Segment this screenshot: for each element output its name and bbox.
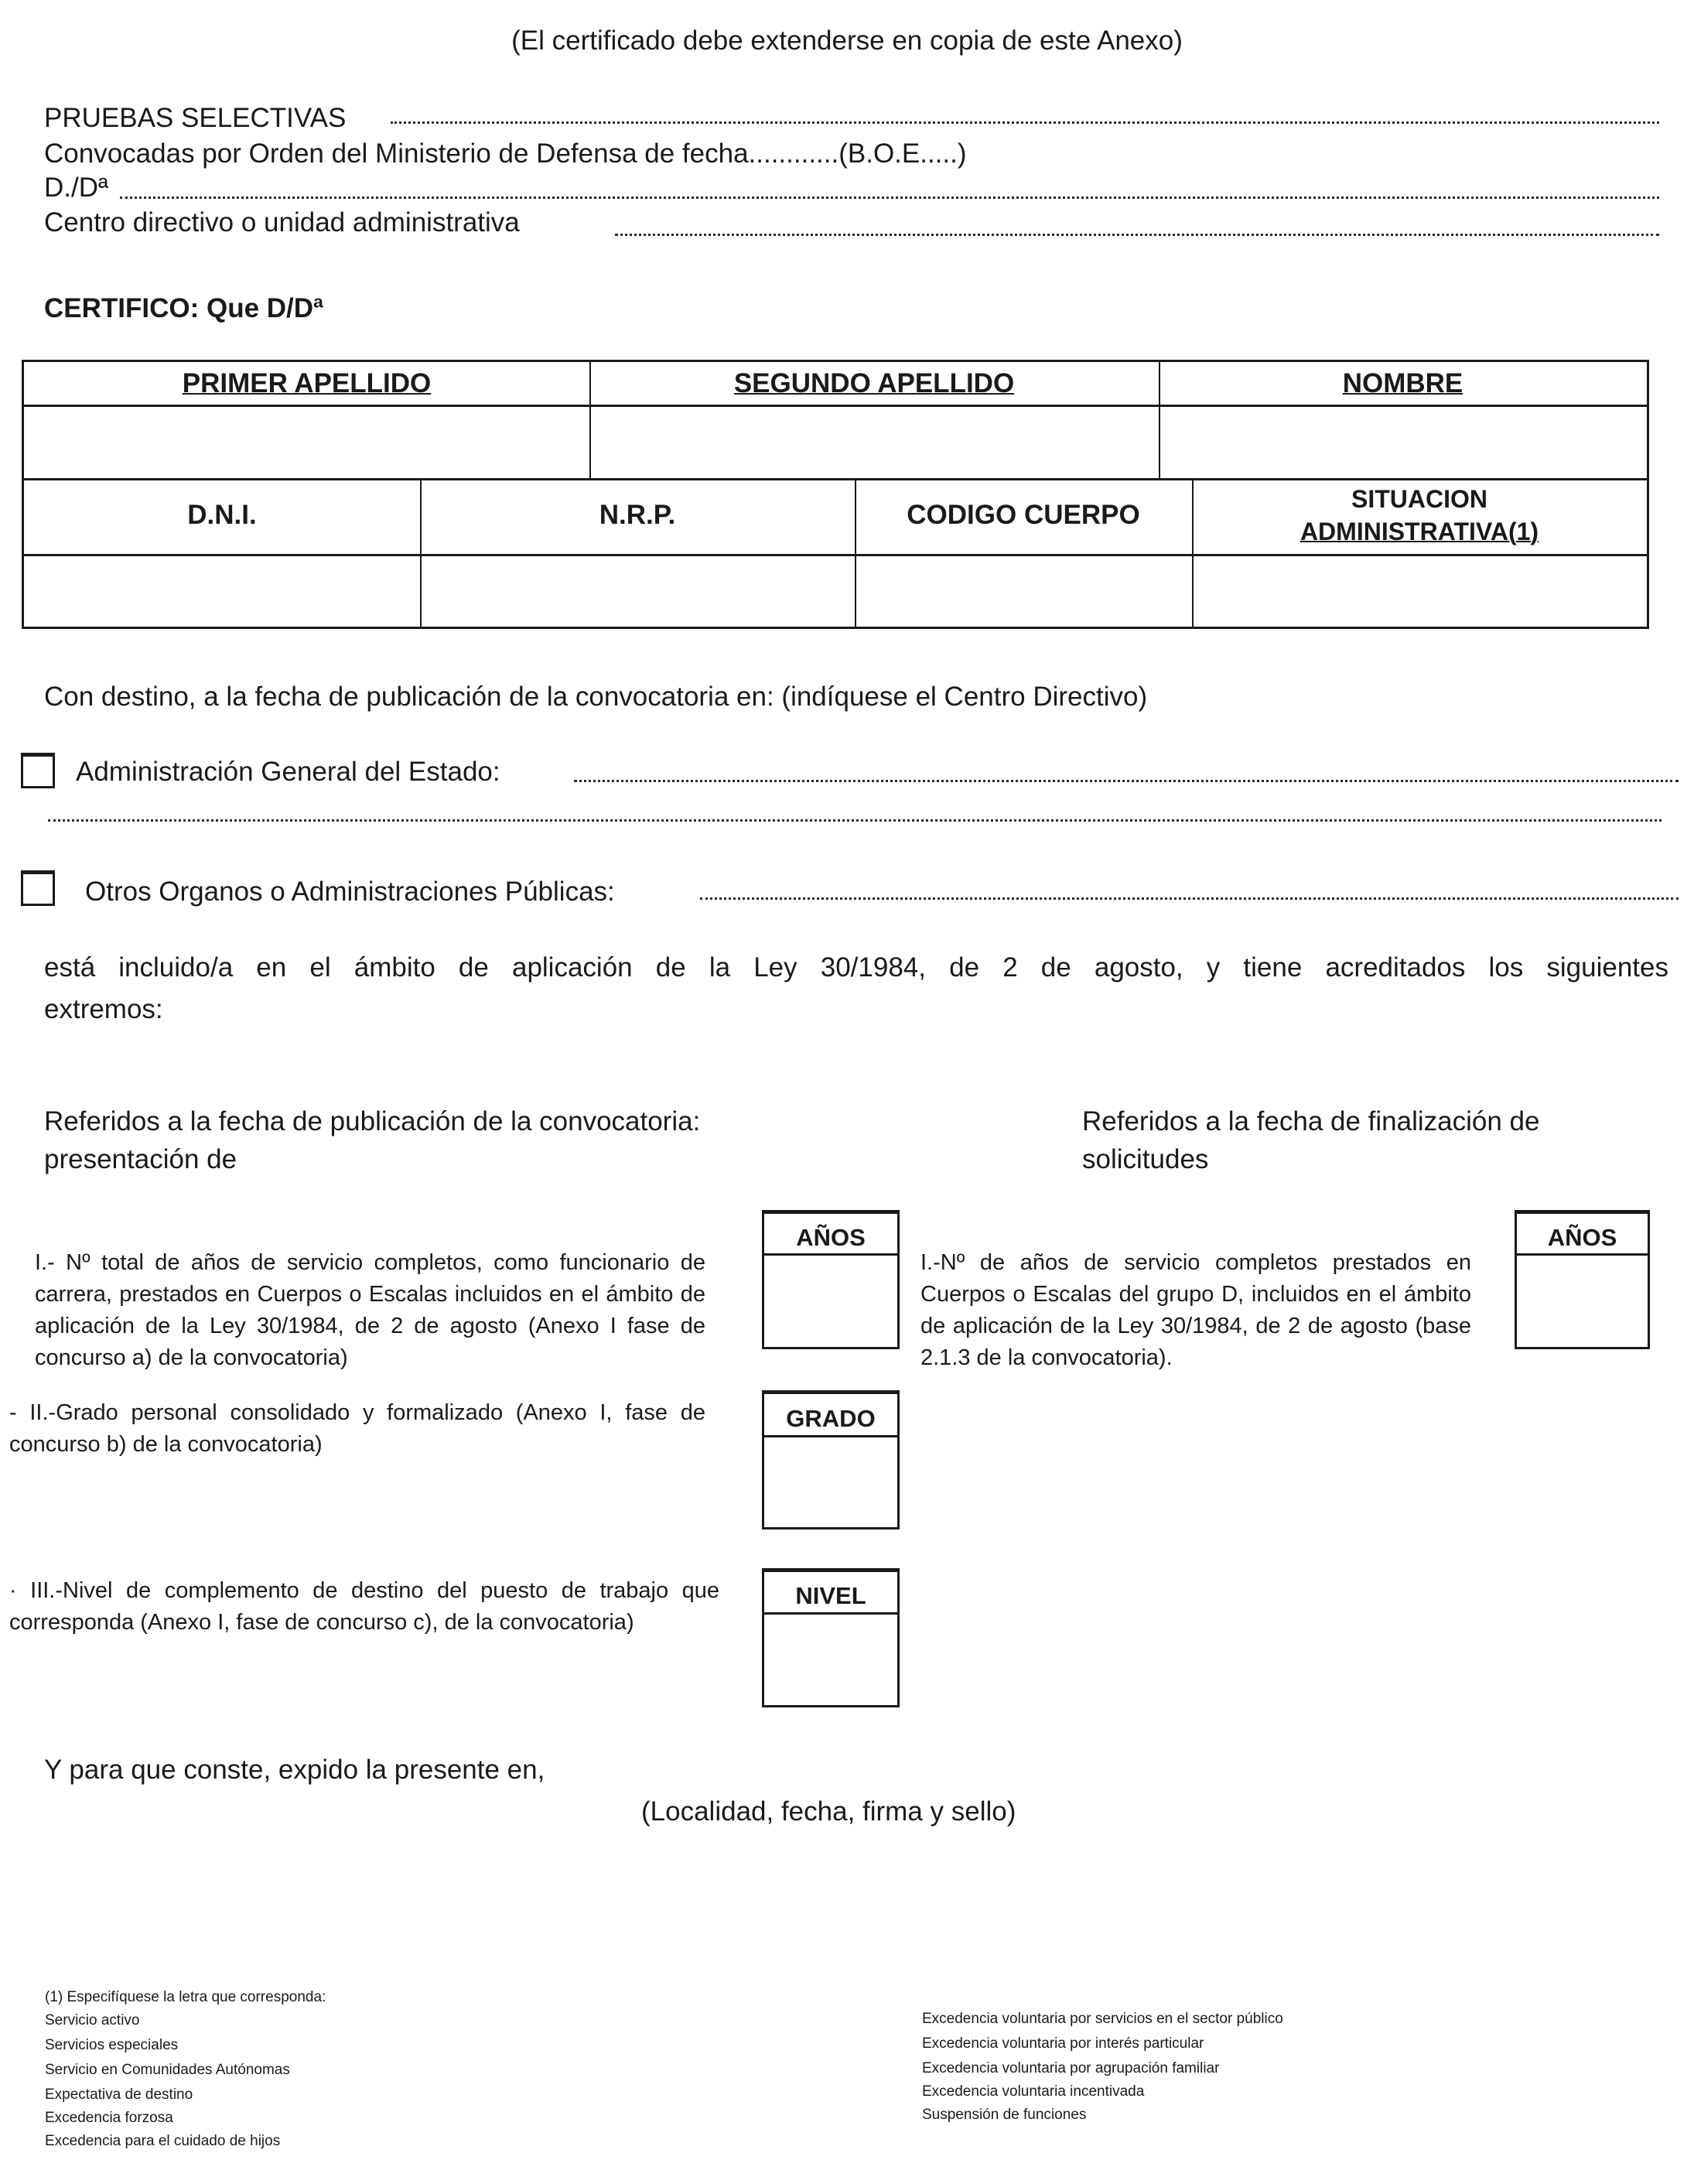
codigo-cuerpo-cell[interactable] xyxy=(856,556,1192,629)
right-heading-line2: solicitudes xyxy=(1082,1144,1209,1174)
administracion-general-input-line-2[interactable] xyxy=(48,819,1662,822)
left-heading-line2: presentación de xyxy=(44,1144,237,1174)
footnote-right-4: Suspensión de funciones xyxy=(922,2107,1087,2123)
administracion-general-input-line[interactable] xyxy=(574,780,1679,782)
left-nivel-box xyxy=(762,1568,900,1707)
header-nrp: N.R.P. xyxy=(599,500,676,530)
header-nombre: NOMBRE xyxy=(1342,368,1463,398)
right-item-anos-text: I.-Nº de años de servicio completos prestados en Cuerpos o Escalas del grupo D, incluidos en el ámbito de aplicación de la Ley 30/1984, de 2 de agosto (base 2.1.3 de la convocatoria). xyxy=(920,1250,1471,1370)
pruebas-input-line[interactable] xyxy=(391,121,1659,124)
footnote-right-1: Excedencia voluntaria por interés particular xyxy=(922,2035,1204,2052)
nombre-cell[interactable] xyxy=(1160,407,1647,478)
footnote-title: (1) Especifíquese la letra que corresponda: xyxy=(45,1989,326,2005)
convocadas-label: Convocadas por Orden del Ministerio de Defensa de fecha............(B.O.E.....) xyxy=(44,138,967,169)
ambito-line1: está incluido/a en el ámbito de aplicación de la Ley 30/1984, de 2 de agosto, y tiene acreditados los siguientes xyxy=(44,952,1668,983)
header-situacion-line2: ADMINISTRATIVA(1) xyxy=(1300,518,1539,545)
left-grado-box xyxy=(762,1390,900,1529)
dd-input-line[interactable] xyxy=(120,197,1659,199)
left-anos-box xyxy=(762,1210,900,1349)
header-situacion-administrativa xyxy=(1192,483,1647,548)
otros-organos-input-line[interactable] xyxy=(700,897,1679,900)
left-nivel-box-label: NIVEL xyxy=(764,1572,897,1615)
footnote-right-2: Excedencia voluntaria por agrupación familiar xyxy=(922,2060,1220,2076)
dd-label: D./Dª xyxy=(44,173,108,203)
left-anos-box-label: AÑOS xyxy=(764,1214,897,1256)
certificate-note: (El certificado debe extenderse en copia de este Anexo) xyxy=(511,26,1183,56)
dni-cell[interactable] xyxy=(24,556,420,629)
footnote-left-0: Servicio activo xyxy=(45,2012,140,2028)
certifico-heading: CERTIFICO: Que D/Dª xyxy=(44,293,324,323)
situacion-cell[interactable] xyxy=(1194,556,1647,629)
personal-data-table xyxy=(22,360,1649,629)
firma-placeholder: (Localidad, fecha, firma y sello) xyxy=(641,1796,1016,1827)
left-item-nivel-text: · III.-Nivel de complemento de destino del puesto de trabajo que corresponda (Anexo I, fase de concurso c), de la convocatoria) xyxy=(9,1578,719,1635)
left-nivel-input[interactable] xyxy=(764,1615,897,1705)
header-codigo-cuerpo: CODIGO CUERPO xyxy=(907,500,1140,530)
expido-text: Y para que conste, expido la presente en, xyxy=(44,1755,545,1785)
right-heading-line1: Referidos a la fecha de finalización de xyxy=(1082,1106,1540,1136)
option-administracion-general-label: Administración General del Estado: xyxy=(76,757,500,787)
ambito-line2: extremos: xyxy=(44,994,163,1024)
footnote-left-4: Excedencia forzosa xyxy=(45,2110,173,2126)
checkbox-otros-organos[interactable] xyxy=(21,870,55,906)
centro-label: Centro directivo o unidad administrativa xyxy=(44,207,520,238)
checkbox-administracion-general[interactable] xyxy=(21,753,55,788)
left-anos-input[interactable] xyxy=(764,1256,897,1347)
left-grado-box-label: GRADO xyxy=(764,1394,897,1437)
primer-apellido-cell[interactable] xyxy=(24,407,589,478)
left-item-grado-text: - II.-Grado personal consolidado y formalizado (Anexo I, fase de concurso b) de la convocatoria) xyxy=(9,1400,705,1457)
right-anos-box xyxy=(1515,1210,1650,1349)
footnote-left-3: Expectativa de destino xyxy=(45,2087,193,2103)
header-dni: D.N.I. xyxy=(187,500,257,530)
footnote-left-5: Excedencia para el cuidado de hijos xyxy=(45,2133,281,2149)
nrp-cell[interactable] xyxy=(422,556,855,629)
pruebas-label: PRUEBAS SELECTIVAS xyxy=(44,103,347,133)
left-item-anos-text: I.- Nº total de años de servicio completos, como funcionario de carrera, prestados en Cuerpos o Escalas incluidos en el ámbito de aplicación de la Ley 30/1984, de 2 de agosto (Anexo I fase de concurso a) de la convocatoria) xyxy=(35,1250,705,1370)
footnote-right-3: Excedencia voluntaria incentivada xyxy=(922,2083,1145,2100)
option-otros-organos-label: Otros Organos o Administraciones Públicas: xyxy=(85,877,615,907)
header-primer-apellido: PRIMER APELLIDO xyxy=(182,368,432,398)
right-anos-input[interactable] xyxy=(1517,1256,1648,1347)
left-heading-line1: Referidos a la fecha de publicación de la convocatoria: xyxy=(44,1106,701,1136)
header-situacion-line1: SITUACION xyxy=(1351,485,1487,513)
footnote-left-2: Servicio en Comunidades Autónomas xyxy=(45,2062,290,2078)
segundo-apellido-cell[interactable] xyxy=(591,407,1159,478)
left-grado-input[interactable] xyxy=(764,1437,897,1527)
footnote-right-0: Excedencia voluntaria por servicios en el sector público xyxy=(922,2011,1283,2027)
destino-intro: Con destino, a la fecha de publicación de la convocatoria en: (indíquese el Centro Directivo) xyxy=(44,682,1148,712)
centro-input-line[interactable] xyxy=(615,234,1659,236)
footnote-left-1: Servicios especiales xyxy=(45,2037,179,2053)
table-divider xyxy=(24,478,1647,480)
header-segundo-apellido: SEGUNDO APELLIDO xyxy=(733,368,1015,398)
right-anos-box-label: AÑOS xyxy=(1517,1214,1648,1256)
